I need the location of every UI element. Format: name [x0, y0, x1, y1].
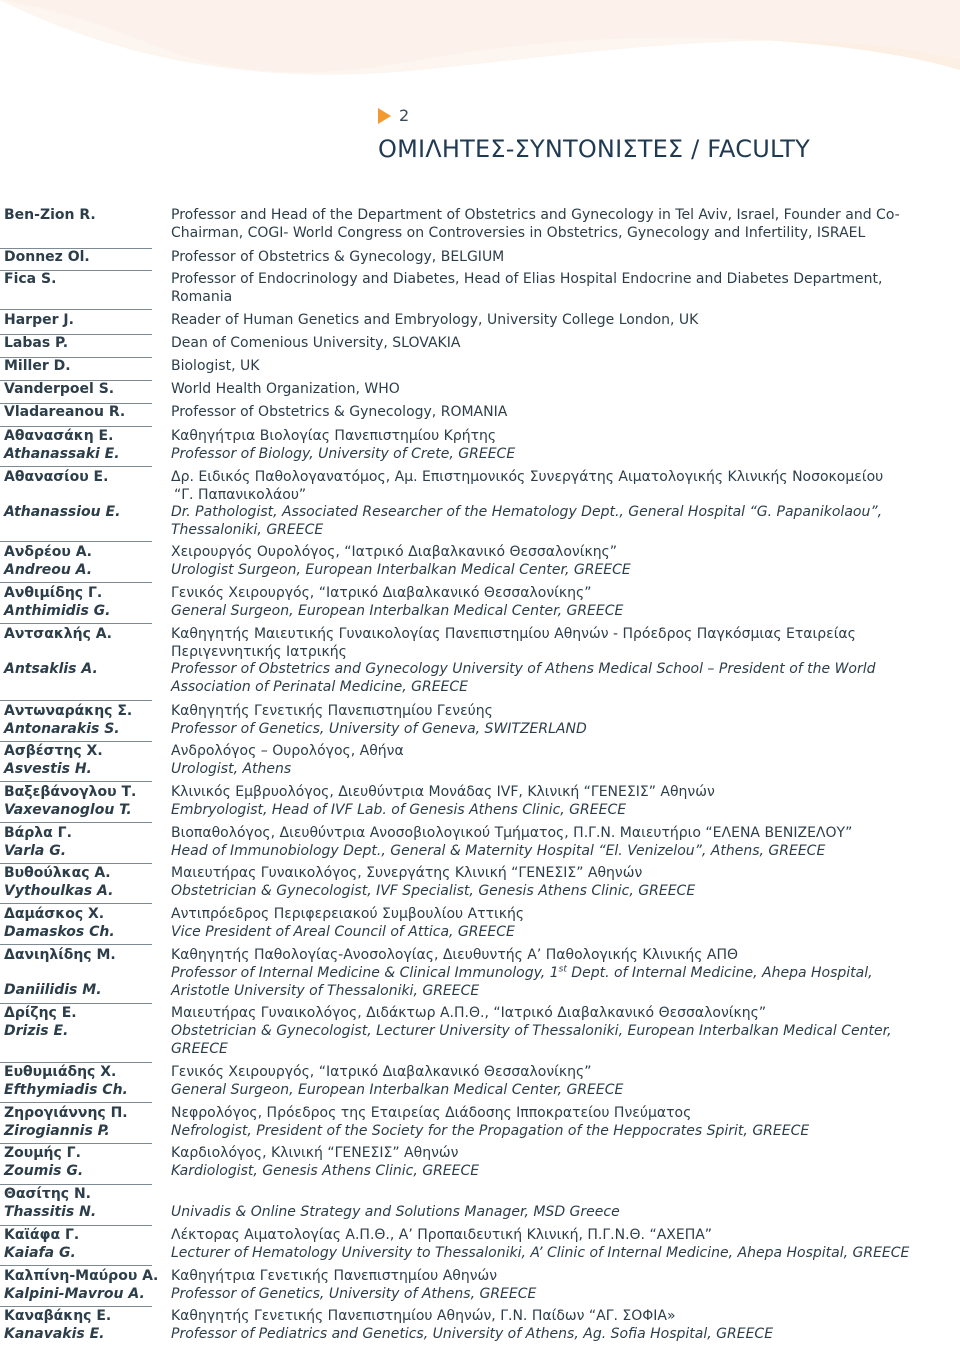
name-latin: Athanassaki E. [4, 446, 120, 462]
faculty-description [171, 1144, 931, 1180]
faculty-name-group [4, 1267, 158, 1303]
description-line-greek: Βιοπαθολόγος, Διευθύντρια Ανοσοβιολογικού Τμήματος, Π.Γ.Ν. Μαιευτήριο “ΕΛΕΝΑ ΒΕΝΙΖΕΛΟΥ” [171, 825, 853, 841]
faculty-description [171, 1004, 931, 1058]
name-greek: Ζουμής Γ. [4, 1145, 81, 1161]
name-latin: Vythoulkas A. [4, 883, 114, 899]
description-line-greek: “Γ. Παπανικολάου” [174, 487, 307, 503]
row-divider [0, 944, 152, 945]
description-line-greek: Καθηγητής Γενετικής Πανεπιστημίου Γενεύης [171, 703, 493, 719]
description-line: Chairman, COGI- World Congress on Controversies in Obstetrics, Gynecology and Infertility, ISRAEL [171, 225, 866, 241]
name-greek: Θασίτης Ν. [4, 1186, 91, 1202]
description-line-greek: Καθηγητής Μαιευτικής Γυναικολογίας Πανεπιστημίου Αθηνών - Πρόεδρος Παγκόσμιας Εταιρείας [171, 626, 856, 642]
faculty-description [171, 543, 931, 579]
faculty-name: Harper J. [4, 312, 74, 328]
description-line-greek: Χειρουργός Ουρολόγος, “Ιατρικό Διαβαλκανικό Θεσσαλονίκης” [171, 544, 618, 560]
name-latin: Kanavakis E. [4, 1326, 105, 1342]
faculty-name-group [4, 702, 132, 738]
name-latin: Varla G. [4, 843, 67, 859]
description-line-english: General Surgeon, European Interbalkan Medical Center, GREECE [171, 603, 624, 619]
description-line: Professor of Obstetrics & Gynecology, BELGIUM [171, 249, 505, 265]
name-latin: Efthymiadis Ch. [4, 1082, 128, 1098]
row-divider [0, 541, 152, 542]
faculty-name: Αθανασίου Ε. [4, 469, 109, 485]
name-greek: Δαμάσκος Χ. [4, 906, 105, 922]
name-greek: Ασβέστης Χ. [4, 743, 103, 759]
faculty-description [171, 380, 931, 398]
name-latin: Andreou A. [4, 562, 93, 578]
description-line-english: General Surgeon, European Interbalkan Medical Center, GREECE [171, 1082, 624, 1098]
faculty-description [171, 503, 931, 539]
description-line-english: Obstetrician & Gynecologist, Lecturer University of Thessaloniki, European Interbalkan Medical Center, [171, 1023, 892, 1039]
description-line-greek: Καθηγητής Παθολογίας-Ανοσολογίας, Διευθυντής Α’ Παθολογικής Κλινικής ΑΠΘ [171, 947, 738, 963]
row-divider [0, 781, 152, 782]
faculty-description [171, 660, 931, 696]
description-line-english: Professor of Genetics, University of Athens, GREECE [171, 1286, 537, 1302]
description-line: Romania [171, 289, 233, 305]
description-line: Professor of Endocrinology and Diabetes, Head of Elias Hospital Endocrine and Diabetes Department, [171, 271, 883, 287]
faculty-description [171, 1307, 931, 1343]
name-greek: Δρίζης Ε. [4, 1005, 77, 1021]
description-line-greek: Δρ. Ειδικός Παθολογανατόμος, Αμ. Επιστημονικός Συνεργάτης Αιματολογικής Κλινικής Νοσοκομείου [171, 469, 884, 485]
faculty-name-group [4, 824, 72, 860]
description-line-english: Lecturer of Hematology University to Thessaloniki, A’ Clinic of Internal Medicine, Ahepa Hospital, GREECE [171, 1245, 910, 1261]
faculty-name: Donnez Ol. [4, 249, 90, 265]
faculty-description [171, 248, 931, 266]
page-number-text: 2 [399, 106, 410, 125]
faculty-description [171, 625, 931, 661]
description-line-greek: Μαιευτήρας Γυναικολόγος, Διδάκτωρ Α.Π.Θ., “Ιατρικό Διαβαλκανικό Θεσσαλονίκης” [171, 1005, 767, 1021]
faculty-name: Αντσακλής Α. [4, 626, 112, 642]
row-divider [0, 582, 152, 583]
name-latin: Kalpini-Mavrou A. [4, 1286, 145, 1302]
description-line-greek: Καθηγήτρια Βιολογίας Πανεπιστημίου Κρήτης [171, 428, 497, 444]
faculty-name-group [4, 1063, 128, 1099]
faculty-name-group [4, 584, 110, 620]
faculty-name: Labas P. [4, 335, 69, 351]
name-greek: Καλπίνη-Μαύρου Α. [4, 1268, 159, 1284]
name-greek: Βάρλα Γ. [4, 825, 72, 841]
description-line-greek: Νεφρολόγος, Πρόεδρος της Εταιρείας Διάδοσης Ιπποκρατείου Πνεύματος [171, 1105, 692, 1121]
description-line-greek: Μαιευτήρας Γυναικολόγος, Συνεργάτης Κλινική “ΓΕΝΕΣΙΣ” Αθηνών [171, 865, 643, 881]
name-greek: Καϊάφα Γ. [4, 1227, 80, 1243]
faculty-description [171, 311, 931, 329]
description-line-english: Urologist, Athens [171, 761, 292, 777]
name-greek: Ζηρογιάννης Π. [4, 1105, 128, 1121]
description-line-english: Professor of Internal Medicine & Clinical Immunology, 1st Dept. of Internal Medicine, Ahepa Hospital, [171, 964, 873, 981]
description-line-english: Professor of Obstetrics and Gynecology University of Athens Medical School – President of the World [171, 661, 876, 677]
faculty-description [171, 1063, 931, 1099]
row-divider [0, 623, 152, 624]
faculty-name-group [4, 1144, 83, 1180]
faculty-name-group [4, 783, 136, 819]
description-line-english: Thessaloniki, GREECE [171, 522, 324, 538]
description-line-greek: Κλινικός Εμβρυολόγος, Διευθύντρια Μονάδας IVF, Κλινική “ΓΕΝΕΣΙΣ” Αθηνών [171, 784, 715, 800]
description-line: Reader of Human Genetics and Embryology, University College London, UK [171, 312, 699, 328]
row-divider [0, 309, 152, 310]
faculty-description [171, 864, 931, 900]
description-line-greek: Περιγεννητικής Ιατρικής [171, 644, 347, 660]
description-line-greek: Λέκτορας Αιματολογίας Α.Π.Θ., Α’ Προπαιδευτική Κλινική, Π.Γ.Ν.Θ. “ΑΧΕΠΑ” [171, 1227, 713, 1243]
row-divider [0, 466, 152, 467]
faculty-name: Vladareanou R. [4, 404, 126, 420]
faculty-description [171, 403, 931, 421]
faculty-description [171, 584, 931, 620]
faculty-description [171, 742, 931, 778]
faculty-description [171, 1203, 931, 1221]
name-greek: Βαξεβάνογλου Τ. [4, 784, 137, 800]
triangle-bullet-icon [378, 108, 391, 124]
faculty-description [171, 1104, 931, 1140]
faculty-name: Antsaklis A. [4, 661, 98, 677]
name-greek: Αντωναράκης Σ. [4, 703, 133, 719]
faculty-name: Athanassiou E. [4, 504, 121, 520]
description-line-english: Professor of Biology, University of Crete, GREECE [171, 446, 516, 462]
description-line: Professor of Obstetrics & Gynecology, ROMANIA [171, 404, 508, 420]
name-latin: Zoumis G. [4, 1163, 84, 1179]
name-latin: Vaxevanoglou T. [4, 802, 132, 818]
faculty-description [171, 783, 931, 819]
faculty-description [171, 206, 931, 242]
faculty-name: Daniilidis M. [4, 982, 102, 998]
description-line-greek: Αντιπρόεδρος Περιφερειακού Συμβουλίου Αττικής [171, 906, 525, 922]
description-line: Professor and Head of the Department of Obstetrics and Gynecology in Tel Aviv, Israel, Founder and Co- [171, 207, 900, 223]
ordinal-suffix: st [558, 964, 567, 975]
faculty-name-group [4, 1185, 96, 1221]
name-greek: Αθανασάκη Ε. [4, 428, 114, 444]
faculty-description [171, 357, 931, 375]
faculty-name: Ben-Zion R. [4, 207, 96, 223]
description-line-greek: Γενικός Χειρουργός, “Ιατρικό Διαβαλκανικό Θεσσαλονίκης” [171, 1064, 592, 1080]
description-line-english: Kardiologist, Genesis Athens Clinic, GREECE [171, 1163, 480, 1179]
name-latin: Zirogiannis P. [4, 1123, 110, 1139]
description-line: Dean of Comenious University, SLOVAKIA [171, 335, 461, 351]
faculty-description [171, 824, 931, 860]
name-latin: Kaiafa G. [4, 1245, 76, 1261]
faculty-description [171, 905, 931, 941]
faculty-description [171, 1267, 931, 1303]
description-line-greek: Γενικός Χειρουργός, “Ιατρικό Διαβαλκανικό Θεσσαλονίκης” [171, 585, 592, 601]
faculty-name-group [4, 427, 120, 463]
name-latin: Antonarakis S. [4, 721, 120, 737]
faculty-description [171, 270, 931, 306]
faculty-name: Fica S. [4, 271, 57, 287]
name-latin: Drizis E. [4, 1023, 69, 1039]
row-divider [0, 1102, 152, 1103]
description-line-greek: Ανδρολόγος – Ουρολόγος, Αθήνα [171, 743, 404, 759]
faculty-description [171, 946, 931, 1000]
description-line-greek: Καθηγητής Γενετικής Πανεπιστημίου Αθηνών, Γ.Ν. Παίδων “ΑΓ. ΣΟΦΙΑ» [171, 1308, 676, 1324]
faculty-name-group [4, 742, 103, 778]
faculty-name: Miller D. [4, 358, 71, 374]
faculty-name-group [4, 543, 92, 579]
faculty-name: Δανιηλίδης Μ. [4, 947, 116, 963]
description-line-english: Professor of Pediatrics and Genetics, University of Athens, Ag. Sofia Hospital, GREECE [171, 1326, 774, 1342]
name-latin: Thassitis N. [4, 1204, 97, 1220]
description-line-english: Dr. Pathologist, Associated Researcher of the Hematology Dept., General Hospital “G. Papanikolaou”, [171, 504, 883, 520]
page-number [378, 106, 409, 125]
faculty-name-group [4, 1004, 77, 1040]
faculty-name-group [4, 1104, 128, 1140]
faculty-name-group [4, 905, 115, 941]
row-divider [0, 700, 152, 701]
description-line: Biologist, UK [171, 358, 260, 374]
description-line-english: Nefrologist, President of the Society for the Propagation of the Heppocrates Spirit, GREECE [171, 1123, 810, 1139]
faculty-name-group [4, 1307, 111, 1343]
row-divider [0, 1265, 152, 1266]
faculty-description [171, 468, 931, 504]
name-latin: Asvestis H. [4, 761, 92, 777]
name-greek: Ευθυμιάδης Χ. [4, 1064, 117, 1080]
description-line-english: Aristotle University of Thessaloniki, GREECE [171, 983, 480, 999]
name-greek: Ανθιμίδης Γ. [4, 585, 103, 601]
description-line-english: Professor of Genetics, University of Geneva, SWITZERLAND [171, 721, 587, 737]
faculty-name-group [4, 864, 113, 900]
row-divider [0, 903, 152, 904]
description-line-greek: Καρδιολόγος, Κλινική “ΓΕΝΕΣΙΣ” Αθηνών [171, 1145, 459, 1161]
description-line-greek: Καθηγήτρια Γενετικής Πανεπιστημίου Αθηνών [171, 1268, 498, 1284]
faculty-name: Vanderpoel S. [4, 381, 115, 397]
description-line-english: Vice President of Areal Council of Attica, GREECE [171, 924, 515, 940]
description-line-english: Urologist Surgeon, European Interbalkan Medical Center, GREECE [171, 562, 631, 578]
description-line-english: Head of Immunobiology Dept., General & Maternity Hospital “El. Venizelou”, Athens, GREECE [171, 843, 826, 859]
name-latin: Damaskos Ch. [4, 924, 115, 940]
name-greek: Βυθούλκας Α. [4, 865, 111, 881]
description-line-english: Univadis & Online Strategy and Solutions Manager, MSD Greece [171, 1204, 620, 1220]
faculty-description [171, 702, 931, 738]
faculty-name-group [4, 1226, 79, 1262]
header-decoration [0, 0, 960, 200]
name-greek: Καναβάκης Ε. [4, 1308, 112, 1324]
description-line-english: Association of Perinatal Medicine, GREECE [171, 679, 469, 695]
faculty-description [171, 1226, 931, 1262]
faculty-description [171, 334, 931, 352]
description-line-english: GREECE [171, 1041, 228, 1057]
description-line-english: Embryologist, Head of IVF Lab. of Genesis Athens Clinic, GREECE [171, 802, 627, 818]
row-divider [0, 822, 152, 823]
description-line: World Health Organization, WHO [171, 381, 400, 397]
name-greek: Ανδρέου Α. [4, 544, 92, 560]
faculty-description [171, 427, 931, 463]
page-title: ΟΜΙΛΗΤΕΣ-ΣΥΝΤΟΝΙΣΤΕΣ / FACULTY [378, 135, 810, 163]
name-latin: Anthimidis G. [4, 603, 111, 619]
description-line-english: Obstetrician & Gynecologist, IVF Specialist, Genesis Athens Clinic, GREECE [171, 883, 696, 899]
